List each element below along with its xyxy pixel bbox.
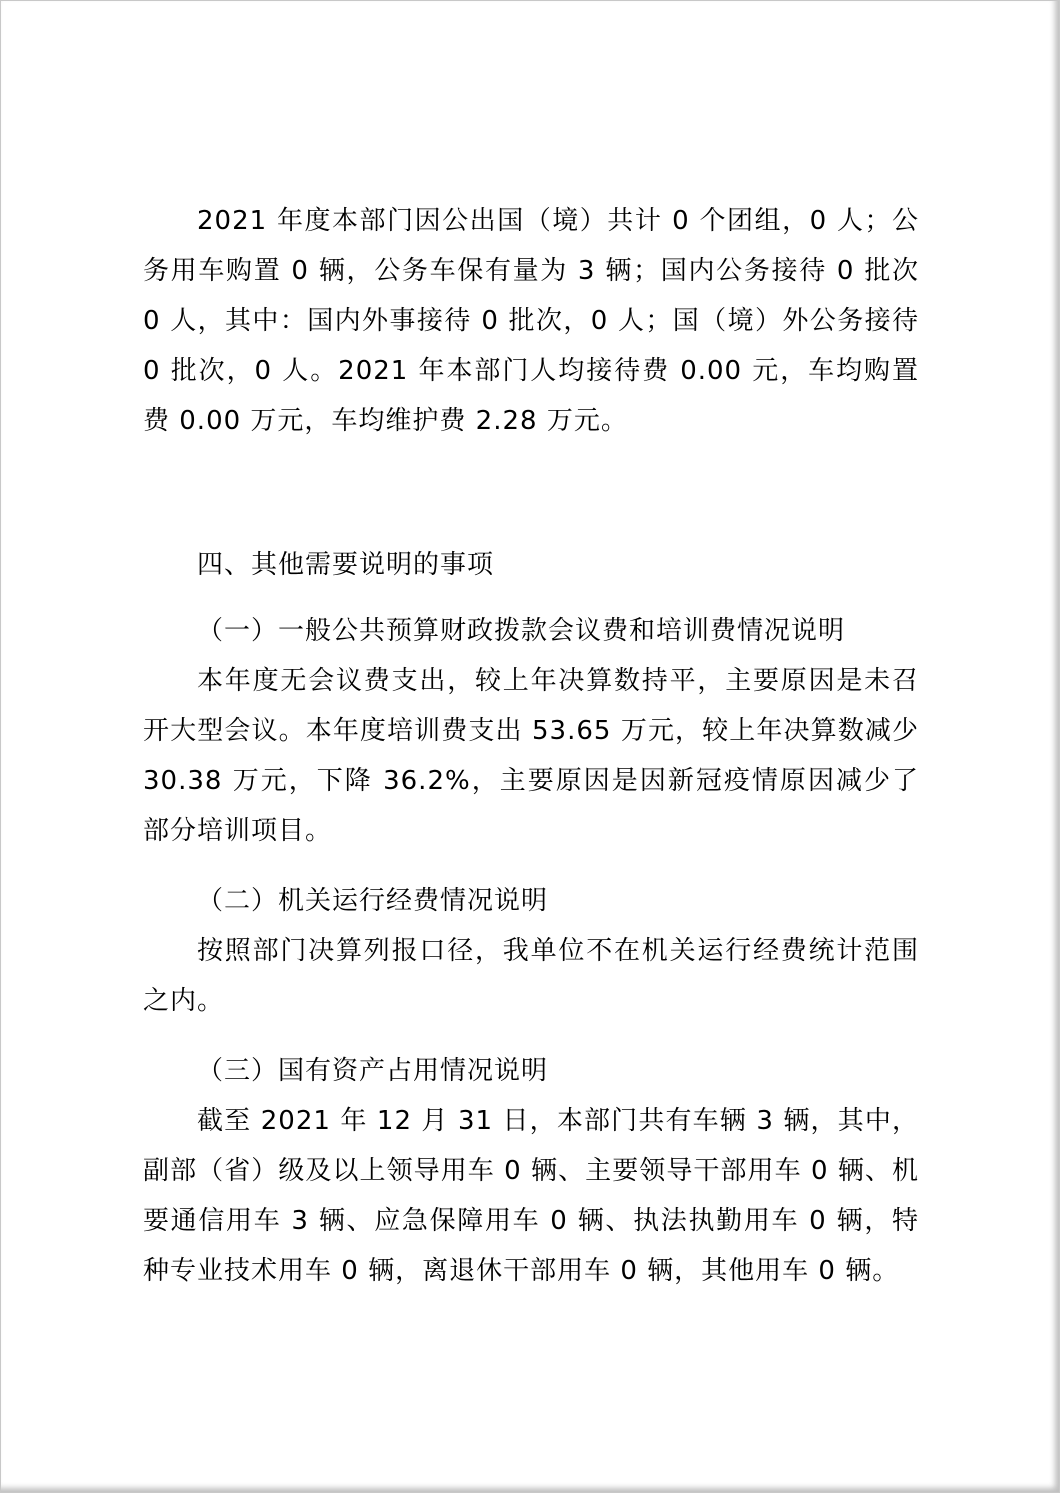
section-4-heading: 四、其他需要说明的事项 [197, 550, 495, 580]
subsection-3-text: 截至 2021 年 12 月 31 日，本部门共有车辆 3 辆，其中，副部（省）级及以上领导用车 0 辆、主要领导干部用车 0 辆、机要通信用车 3 辆、应急保障用车 0 辆、执法执勤用车 0 辆，特种专业技术用车 0 辆，离退休干部用车 0 辆，其他用车 0 辆。 [143, 1106, 919, 1286]
subsection-2-text: 按照部门决算列报口径，我单位不在机关运行经费统计范围之内。 [143, 936, 919, 1016]
subsection-2-heading: （二）机关运行经费情况说明 [197, 886, 549, 916]
paragraph-official-reception: 2021 年度本部门因公出国（境）共计 0 个团组，0 人；公务用车购置 0 辆，公务车保有量为 3 辆；国内公务接待 0 批次 0 人，其中：国内外事接待 0 批次，0 人；国（境）外公务接待 0 批次，0 人。2021 年本部门人均接待费 0.00 元，车均购置费 0.00 万元，车均维护费 2.28 万元。 [143, 206, 919, 436]
subsection-1-text: 本年度无会议费支出，较上年决算数持平，主要原因是未召开大型会议。本年度培训费支出 53.65 万元，较上年决算数减少 30.38 万元，下降 36.2%，主要原因是因新冠疫情原因减少了部分培训项目。 [143, 666, 919, 846]
subsection-3-heading: （三）国有资产占用情况说明 [197, 1056, 549, 1086]
document-body [143, 196, 919, 1296]
subsection-1-heading: （一）一般公共预算财政拨款会议费和培训费情况说明 [197, 616, 846, 646]
